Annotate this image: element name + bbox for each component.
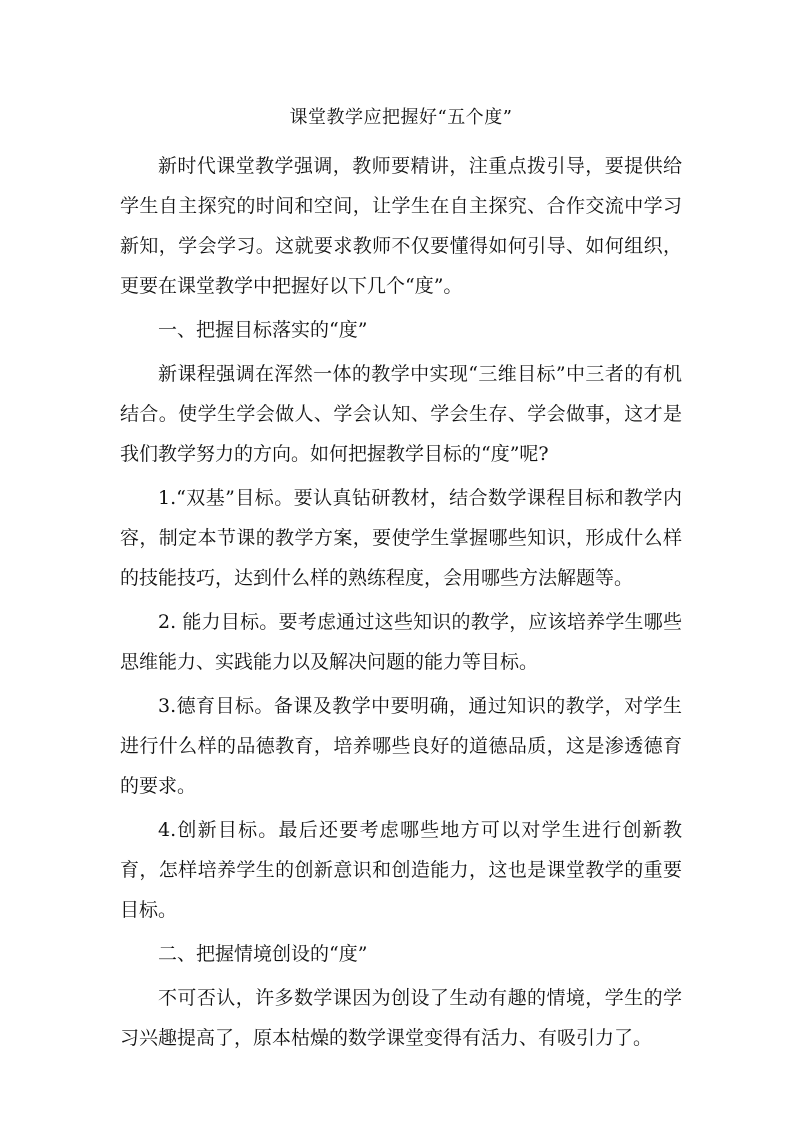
paragraph-intro: 新时代课堂教学强调，教师要精讲，注重点拨引导，要提供给学生自主探究的时间和空间，让学生在自主探究、合作交流中学习新知，学会学习。这就要求教师不仅要懂得如何引导、如何组织，更要在课堂教学中把握好以下几个“度”。: [120, 155, 682, 297]
paragraph-goal-basics: 1.“双基”目标。要认真钻研教材，结合数学课程目标和教学内容，制定本节课的教学方案，要使学生掌握哪些知识，形成什么样的技能技巧，达到什么样的熟练程度，会用哪些方法解题等。: [120, 487, 682, 589]
paragraph-goal-moral: 3.德育目标。备课及教学中要明确，通过知识的教学，对学生进行什么样的品德教育，培养哪些良好的道德品质，这是渗透德育的要求。: [120, 695, 682, 797]
paragraph-goal-ability: 2. 能力目标。要考虑通过这些知识的教学，应该培养学生哪些思维能力、实践能力以及解决问题的能力等目标。: [120, 611, 682, 673]
paragraph-section-1-intro: 新课程强调在浑然一体的教学中实现“三维目标”中三者的有机结合。使学生学会做人、学会认知、学会生存、学会做事，这才是我们教学努力的方向。如何把握教学目标的“度”呢?: [120, 363, 682, 465]
section-heading-1: 一、把握目标落实的“度”: [158, 319, 368, 341]
section-heading-2: 二、把握情境创设的“度”: [158, 943, 368, 965]
document-title: 课堂教学应把握好“五个度”: [289, 107, 513, 128]
paragraph-goal-innovation: 4.创新目标。最后还要考虑哪些地方可以对学生进行创新教育，怎样培养学生的创新意识和创造能力，这也是课堂教学的重要目标。: [120, 819, 682, 921]
paragraph-section-2-intro: 不可否认，许多数学课因为创设了生动有趣的情境，学生的学习兴趣提高了，原本枯燥的数学课堂变得有活力、有吸引力了。: [120, 987, 682, 1049]
